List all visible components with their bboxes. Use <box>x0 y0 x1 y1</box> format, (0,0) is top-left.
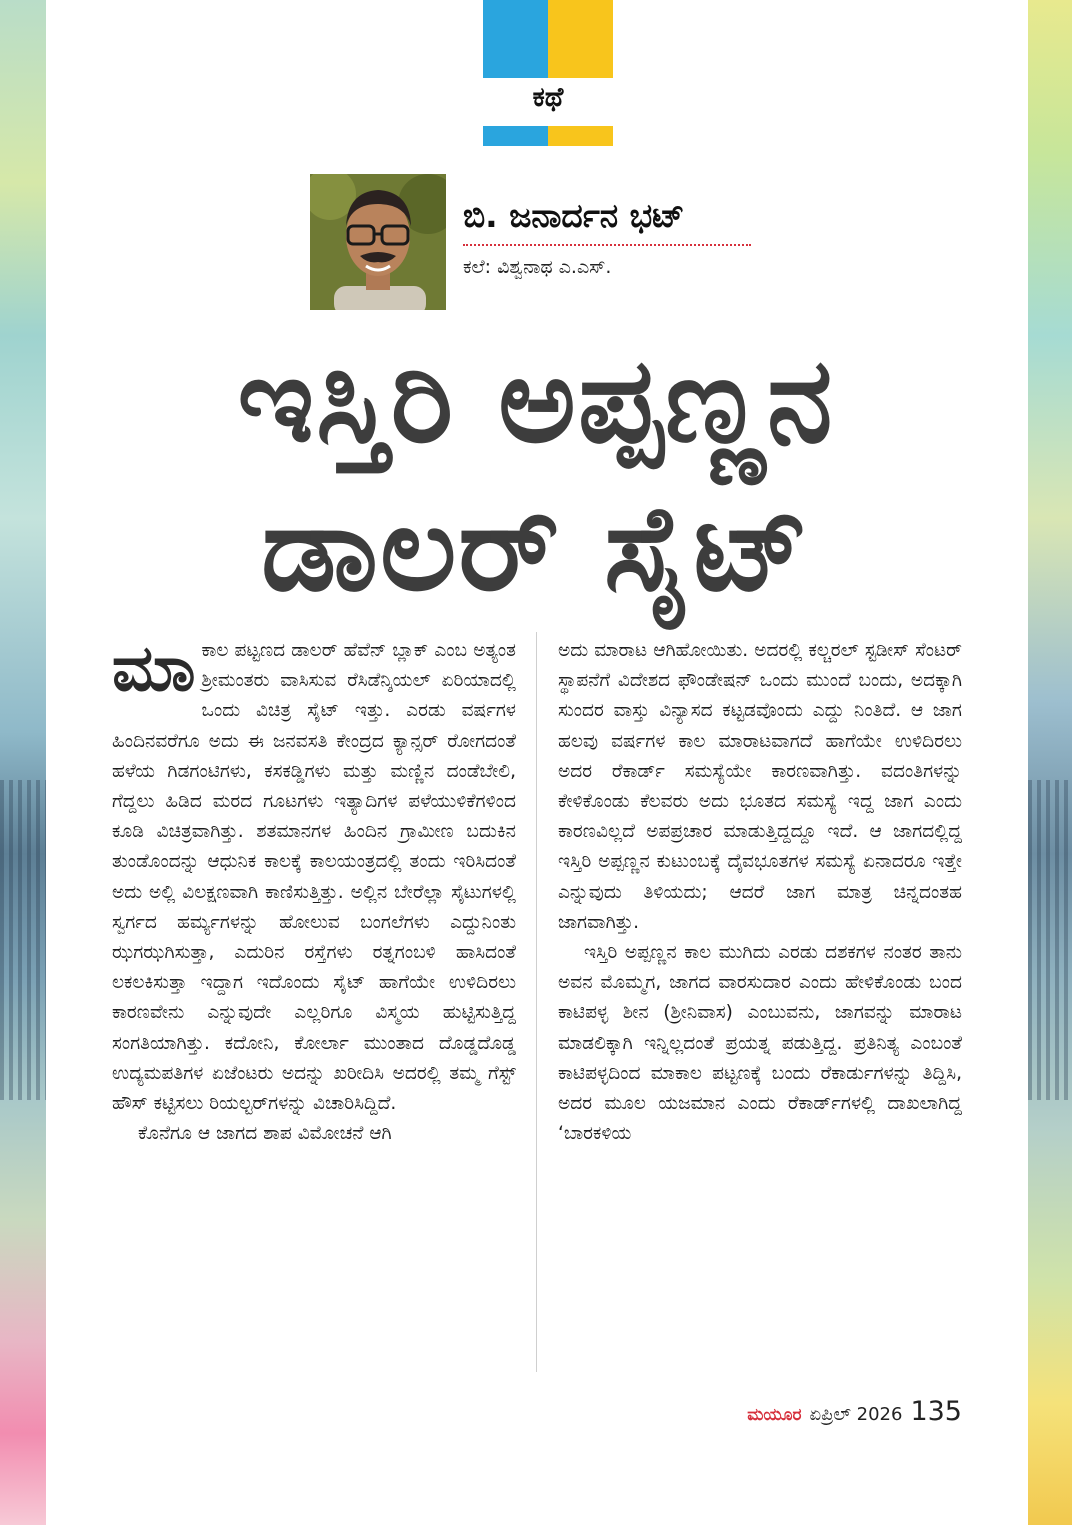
paragraph: ಇಸ್ತಿರಿ ಅಪ್ಪಣ್ಣನ ಕಾಲ ಮುಗಿದು ಎರಡು ದಶಕಗಳ ನಂತರ ತಾನು ಅವನ ಮೊಮ್ಮಗ, ಜಾಗದ ವಾರಸುದಾರ ಎಂದು ಹೇಳಿಕೊಂಡು ಬಂದ ಕಾಟಿಪಳ್ಳ ಶೀನ (ಶ್ರೀನಿವಾಸ) ಎಂಬುವನು, ಜಾಗವನ್ನು ಮಾರಾಟ ಮಾಡಲಿಕ್ಕಾಗಿ ಇನ್ನಿಲ್ಲದಂತೆ ಪ್ರಯತ್ನ ಪಡುತ್ತಿದ್ದ. ಪ್ರತಿನಿತ್ಯ ಎಂಬಂತೆ ಕಾಟಿಪಳ್ಳದಿಂದ ಮಾಕಾಲ ಪಟ್ಟಣಕ್ಕೆ ಬಂದು ರೆಕಾರ್ಡುಗಳನ್ನು ತಿದ್ದಿಸಿ, ಅದರ ಮೂಲ ಯಜಮಾನ ಎಂದು ರೆಕಾರ್ಡ್‌ಗಳಲ್ಲಿ ದಾಖಲಾಗಿದ್ದ ‘ಬಾರಕಳಿಯ <box>558 942 962 1145</box>
page-footer <box>747 1396 962 1427</box>
paragraph-text: ಕಾಲ ಪಟ್ಟಣದ ಡಾಲರ್ ಹೆವೆನ್ ಬ್ಲಾಕ್ ಎಂಬ ಅತ್ಯಂತ ಶ್ರೀಮಂತರು ವಾಸಿಸುವ ರೆಸಿಡೆನ್ಶಿಯಲ್ ಏರಿಯಾದಲ್ಲಿ ಒಂದು ವಿಚಿತ್ರ ಸೈಟ್ ಇತ್ತು. ಎರಡು ವರ್ಷಗಳ ಹಿಂದಿನವರೆಗೂ ಅದು ಈ ಜನವಸತಿ ಕೇಂದ್ರದ ಕ್ಯಾನ್ಸರ್ ರೋಗದಂತೆ ಹಳೆಯ ಗಿಡಗಂಟಿಗಳು, ಕಸಕಡ್ಡಿಗಳು ಮತ್ತು ಮಣ್ಣಿನ ದಂಡೆಬೇಲಿ, ಗೆದ್ದಲು ಹಿಡಿದ ಮರದ ಗೂಟಗಳು ಇತ್ಯಾದಿಗಳ ಪಳೆಯುಳಿಕೆಗಳಿಂದ ಕೂಡಿ ವಿಚಿತ್ರವಾಗಿತ್ತು. ಶತಮಾನಗಳ ಹಿಂದಿನ ಗ್ರಾಮೀಣ ಬದುಕಿನ ತುಂಡೊಂದನ್ನು ಆಧುನಿಕ ಕಾಲಕ್ಕೆ ಕಾಲಯಂತ್ರದಲ್ಲಿ ತಂದು ಇರಿಸಿದಂತೆ ಅದು ಅಲ್ಲಿ ವಿಲಕ್ಷಣವಾಗಿ ಕಾಣಿಸುತ್ತಿತ್ತು. ಅಲ್ಲಿನ ಬೇರೆಲ್ಲಾ ಸೈಟುಗಳಲ್ಲಿ ಸ್ವರ್ಗದ ಹರ್ಮ್ಯಗಳನ್ನು ಹೋಲುವ ಬಂಗಲೆಗಳು ಎದ್ದುನಿಂತು ಝಗಝಗಿಸುತ್ತಾ, ಎದುರಿನ ರಸ್ತೆಗಳು ರತ್ನಗಂಬಳಿ ಹಾಸಿದಂತೆ ಲಕಲಕಿಸುತ್ತಾ ಇದ್ದಾಗ ಇದೊಂದು ಸೈಟ್ ಹಾಗೆಯೇ ಉಳಿದಿರಲು ಕಾರಣವೇನು ಎನ್ನುವುದೇ ಎಲ್ಲರಿಗೂ ವಿಸ್ಮಯ ಹುಟ್ಟಿಸುತ್ತಿದ್ದ ಸಂಗತಿಯಾಗಿತ್ತು. ಕದೋನಿ, ಕೋರ್ಲಾ ಮುಂತಾದ ದೊಡ್ಡದೊಡ್ಡ ಉದ್ಯಮಪತಿಗಳ ಏಜೆಂಟರು ಅದನ್ನು ಖರೀದಿಸಿ ಅದರಲ್ಲಿ ತಮ್ಮ ಗೆಸ್ಟ್ ಹೌಸ್ ಕಟ್ಟಿಸಲು ರಿಯಲ್ಟರ್‌ಗಳನ್ನು ವಿಚಾರಿಸಿದ್ದಿದೆ. <box>112 640 516 1115</box>
headline-line-1: ಇಸ್ತಿರಿ ಅಪ್ಪಣ್ಣನ <box>237 331 835 469</box>
badge-blue-block <box>483 0 548 78</box>
author-name: ಬಿ. ಜನಾರ್ದನ ಭಟ್ <box>463 196 685 235</box>
decorative-left-strip <box>0 0 46 1525</box>
author-divider <box>463 244 751 246</box>
article-left-column <box>112 632 516 1149</box>
category-label: ಕಥೆ <box>532 82 564 113</box>
badge-yellow-bar <box>548 126 613 146</box>
paragraph: ಕೊನೆಗೂ ಆ ಜಾಗದ ಶಾಪ ವಿಮೋಚನೆ ಆಗಿ <box>138 1123 392 1145</box>
badge-blue-bar <box>483 126 548 146</box>
paragraph: ಅದು ಮಾರಾಟ ಆಗಿಹೋಯಿತು. ಅದರಲ್ಲಿ ಕಲ್ಚರಲ್ ಸ್ಟಡೀಸ್ ಸೆಂಟರ್ ಸ್ಥಾಪನೆಗೆ ವಿದೇಶದ ಫೌಂಡೇಷನ್ ಒಂದು ಮುಂದೆ ಬಂದು, ಅದಕ್ಕಾಗಿ ಸುಂದರ ವಾಸ್ತು ವಿನ್ಯಾಸದ ಕಟ್ಟಡವೊಂದು ಎದ್ದು ನಿಂತಿದೆ. ಆ ಜಾಗ ಹಲವು ವರ್ಷಗಳ ಕಾಲ ಮಾರಾಟವಾಗದೆ ಹಾಗೆಯೇ ಉಳಿದಿರಲು ಅದರ ರೆಕಾರ್ಡ್ ಸಮಸ್ಯೆಯೇ ಕಾರಣವಾಗಿತ್ತು. ವದಂತಿಗಳನ್ನು ಕೇಳಿಕೊಂಡು ಕೆಲವರು ಅದು ಭೂತದ ಸಮಸ್ಯೆ ಇದ್ದ ಜಾಗ ಎಂದು ಕಾರಣವಿಲ್ಲದೆ ಅಪಪ್ರಚಾರ ಮಾಡುತ್ತಿದ್ದದ್ದೂ ಇದೆ. ಆ ಜಾಗದಲ್ಲಿದ್ದ ಇಸ್ತಿರಿ ಅಪ್ಪಣ್ಣನ ಕುಟುಂಬಕ್ಕೆ ದೈವಭೂತಗಳ ಸಮಸ್ಯೆ ಏನಾದರೂ ಇತ್ತೇ ಎನ್ನುವುದು ತಿಳಿಯದು; ಆದರೆ ಜಾಗ ಮಾತ್ರ ಚಿನ್ನದಂತಹ ಜಾಗವಾಗಿತ್ತು. <box>558 640 962 933</box>
issue-date: ಏಪ್ರಿಲ್ 2026 <box>809 1404 903 1425</box>
art-credit: ಕಲೆ: ವಿಶ್ವನಾಥ ಎ.ಎಸ್. <box>463 256 612 278</box>
paragraph <box>112 632 516 1119</box>
column-divider <box>536 632 537 1372</box>
magazine-logo: ಮಯೂರ <box>747 1405 802 1425</box>
category-badge <box>483 0 613 146</box>
decorative-right-strip <box>1028 0 1072 1525</box>
drop-cap: ಮಾ <box>112 632 196 706</box>
page-number: 135 <box>910 1396 962 1427</box>
headline-line-2: ಡಾಲರ್ ಸೈಟ್ <box>261 479 811 617</box>
badge-yellow-block <box>548 0 613 78</box>
article-right-column <box>558 636 962 1149</box>
author-photo <box>310 174 446 310</box>
